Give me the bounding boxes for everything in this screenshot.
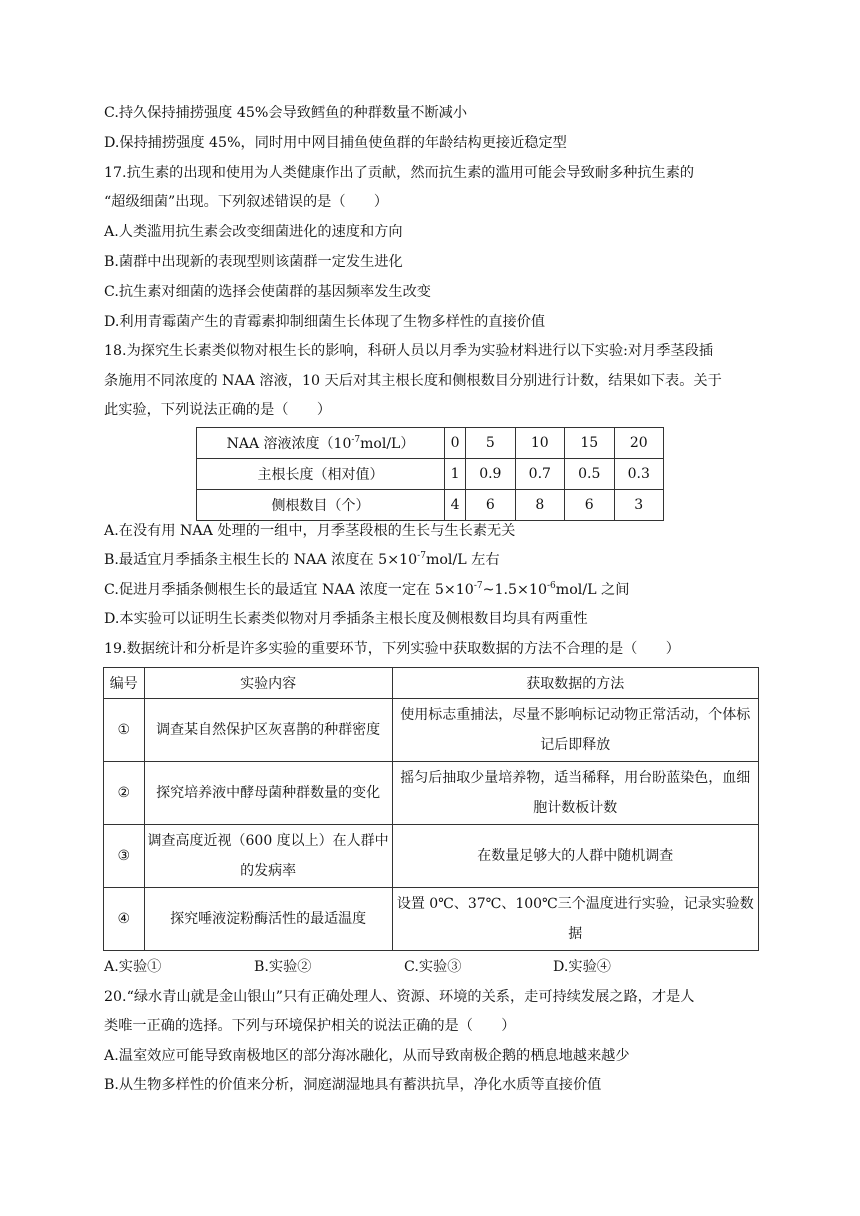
q20-option-a: A.温室效应可能导致南极地区的部分海冰融化，从而导致南极企鹅的栖息地越来越少 [104, 1048, 630, 1064]
row-content: 探究唾液淀粉酶活性的最适温度 [144, 888, 392, 951]
naa-results-table [196, 427, 664, 521]
row-method: 在数量足够大的人群中随机调查 [392, 825, 758, 888]
q19-option-d: D.实验④ [553, 959, 611, 975]
row-content: 探究培养液中酵母菌种群数量的变化 [144, 762, 392, 825]
table-row [197, 459, 664, 490]
row-content: 调查某自然保护区灰喜鹊的种群密度 [144, 699, 392, 762]
table-row [197, 428, 664, 459]
table-row [104, 825, 759, 888]
row-number: ③ [104, 825, 145, 888]
q19-option-b: B.实验② [254, 959, 312, 975]
table-cell: 0 [445, 428, 466, 459]
q18-option-c: C.促进月季插条侧根生长的最适宜 NAA 浓度一定在 $5\times 10^{-7}\sim 1.5\times 10^{-6}mol/L$ 之间 [104, 581, 630, 598]
q19-stem: 19.数据统计和分析是许多实验的重要环节，下列实验中获取数据的方法不合理的是（ ） [104, 641, 680, 657]
table-cell: 8 [515, 490, 564, 521]
q20-stem-line1: 20.“绿水青山就是金山银山”只有正确处理人、资源、环境的关系，走可持续发展之路，才是人 [104, 989, 695, 1005]
naa-concentration-header: NAA 溶液浓度$(10^{-7}mol/L)$ [197, 428, 445, 459]
main-root-length-label: 主根长度（相对值） [197, 459, 445, 490]
lateral-root-count-label: 侧根数目（个） [197, 490, 445, 521]
header-content: 实验内容 [144, 668, 392, 699]
row-number: ① [104, 699, 145, 762]
table-cell: 0.9 [466, 459, 515, 490]
table-cell: 0.3 [614, 459, 664, 490]
row-method: 摇匀后抽取少量培养物，适当稀释，用台盼蓝染色，血细胞计数板计数 [392, 762, 758, 825]
q20-option-b: B.从生物多样性的价值来分析，洞庭湖湿地具有蓄洪抗旱，净化水质等直接价值 [104, 1077, 602, 1093]
table-cell: 20 [614, 428, 664, 459]
row-method: 使用标志重捕法，尽量不影响标记动物正常活动，个体标记后即释放 [392, 699, 758, 762]
q19-option-a: A.实验① [104, 959, 162, 975]
row-method: 设置 0℃、37℃、100℃三个温度进行实验，记录实验数据 [392, 888, 758, 951]
table-cell: 1 [445, 459, 466, 490]
table-cell: 3 [614, 490, 664, 521]
table-cell: 0.5 [565, 459, 614, 490]
table-cell: 6 [565, 490, 614, 521]
q16-option-c: C.持久保持捕捞强度 45%会导致鳕鱼的种群数量不断减小 [104, 105, 468, 121]
q17-option-b: B.菌群中出现新的表现型则该菌群一定发生进化 [104, 254, 403, 270]
q18-option-b: B.最适宜月季插条主根生长的 NAA 浓度在 $5\times 10^{-7}mol/L$ 左右 [104, 551, 500, 568]
q17-option-a: A.人类滥用抗生素会改变细菌进化的速度和方向 [104, 224, 403, 240]
q17-stem-line1: 17.抗生素的出现和使用为人类健康作出了贡献，然而抗生素的滥用可能会导致耐多种抗生素的 [104, 165, 695, 181]
table-header-row [104, 668, 759, 699]
table-row [104, 762, 759, 825]
q18-stem-line2: 条施用不同浓度的 NAA 溶液，10 天后对其主根长度和侧根数目分别进行计数，结果如下表。关于 [104, 373, 722, 389]
header-number: 编号 [104, 668, 145, 699]
experiment-methods-table [103, 667, 759, 951]
table-cell: 6 [466, 490, 515, 521]
q20-stem-line2: 类唯一正确的选择。下列与环境保护相关的说法正确的是（ ） [104, 1018, 516, 1034]
table-cell: 10 [515, 428, 564, 459]
q16-option-d: D.保持捕捞强度 45%，同时用中网目捕鱼使鱼群的年龄结构更接近稳定型 [104, 135, 567, 151]
table-cell: 5 [466, 428, 515, 459]
table-cell: 0.7 [515, 459, 564, 490]
row-number: ④ [104, 888, 145, 951]
header-method: 获取数据的方法 [392, 668, 758, 699]
q17-option-d: D.利用青霉菌产生的青霉素抑制细菌生长体现了生物多样性的直接价值 [104, 314, 546, 330]
q19-option-c: C.实验③ [404, 959, 462, 975]
q18-option-a: A.在没有用 NAA 处理的一组中，月季茎段根的生长与生长素无关 [104, 523, 516, 539]
q18-stem-line1: 18.为探究生长素类似物对根生长的影响，科研人员以月季为实验材料进行以下实验:对月季茎段插 [104, 343, 714, 359]
table-cell: 4 [445, 490, 466, 521]
q18-stem-line3: 此实验，下列说法正确的是（ ） [104, 402, 332, 418]
table-row [104, 888, 759, 951]
q17-stem-line2: “超级细菌”出现。下列叙述错误的是（ ） [104, 194, 389, 210]
table-row [197, 490, 664, 521]
q17-option-c: C.抗生素对细菌的选择会使菌群的基因频率发生改变 [104, 284, 431, 300]
row-number: ② [104, 762, 145, 825]
table-row [104, 699, 759, 762]
q18-option-d: D.本实验可以证明生长素类似物对月季插条主根长度及侧根数目均具有两重性 [104, 611, 588, 627]
row-content: 调查高度近视（600 度以上）在人群中的发病率 [144, 825, 392, 888]
table-cell: 15 [565, 428, 614, 459]
